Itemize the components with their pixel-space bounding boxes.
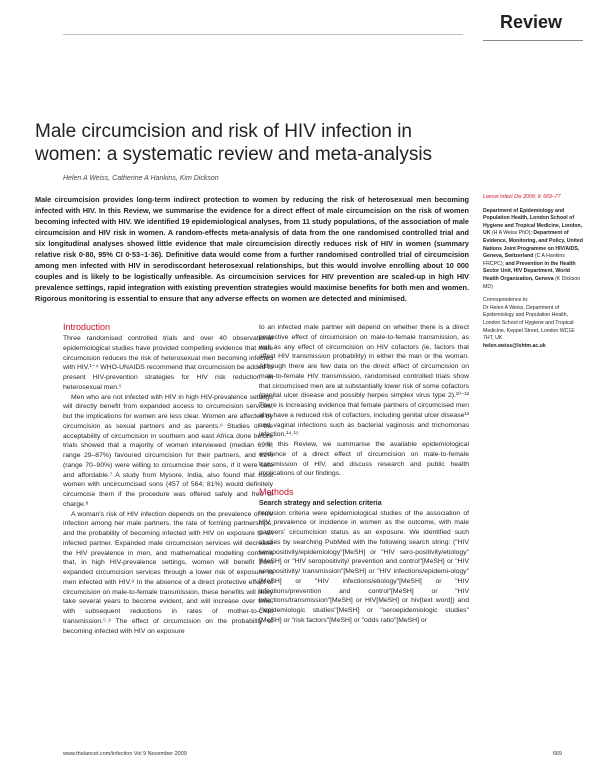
methods-paragraph-1: Inclusion criteria were epidemiological studies of the association of HIV prevalence or incidence in women as the outcome, with male partners' circumcision status as an exposure. We identified such studies by searching PubMed with the following search string: ("HIV seropositivity/epidemiology"[MeSH] or "HIV sero-positivity/etiology"[MeSH] or "HIV seropositivity/ prevention and control"[MeSH] or "HIV seropositivity/ transmission"[MeSH] or "HIV infections/epidemi-ology"[MeSH] or "HIV infections/etiology"[MeSH] or "HIV infections/prevention and control"[MeSH] or "HIV infections/transmission"[MeSH] or HIV[MeSH] or hiv[text word]) and ("epidemiologic studies"[MeSH] or "seroepidemiologic studies"[MeSH] or "risk factors"[MeSH] or "odds ratio"[MeSH] or (259, 509, 469, 624)
abstract: Male circumcision provides long-term indirect protection to women by reducing the risk of heterosexual men becoming infected with HIV. In this Review, we summarise the evidence for a direct effect of male circumcision on the risk of women becoming infected with HIV. We identified 19 epidemiological analyses, from 11 study populations, of the association of male circumcision and HIV risk in women. A random-effects meta-analysis of data from the one randomised controlled trial and six longitudinal analyses showed little evidence that male circumcision directly reduces risk of HIV in women (summary relative risk 0·80, 95% CI 0·53–1·36). Definitive data would come from a further randomised controlled trial of circumcision among men infected with HIV in serodiscordant heterosexual relationships, but this would involve enrolling about 10 000 couples and is likely to be logistically unfeasible. As circumcision services for HIV prevention are scaled-up in high HIV prevalence settings, rapid integration with existing prevention strategies would maximise benefits for both men and women. Rigorous monitoring is essential to ensure that any adverse effects on women are detected and minimised. (35, 195, 469, 303)
intro-paragraph-3: A woman's risk of HIV infection depends on the prevalence of HIV infection among her male partners, the rate of forming partnerships, and the probability of becoming infected with HIV on exposure to an infected partner. Expanded male circumcision services will decrease the HIV prevalence in men, and mathematical modelling confirms that, in high HIV-prevalence settings, women will benefit from expanded circumcision services through a lower risk of exposure to men infected with HIV.⁹ In the absence of a direct protective effect of circumcision on male-to-female transmission, these benefits will likely take several years to become evident, and will increase over time, with subsequent reductions in rates of mother-to-child transmission.⁵˒⁹ The effect of circumcision on the probability of becoming infected with HIV on exposure (63, 510, 273, 635)
section-tag: Review (499, 12, 562, 32)
top-rule (63, 34, 463, 35)
affiliation-3: and Prevention in the Health Sector Unit, HIV Department, World Health Organization, Geneva (483, 260, 576, 282)
footer-journal[interactable]: www.thelancet.com/infection Vol 9 November 2009 (63, 751, 187, 757)
intro-paragraph-1: Three randomised controlled trials and over 40 observational epidemiological studies have provided compelling evidence that male circumcision reduces the risk of heterosexual men becoming infected with HIV.¹⁻⁴ WHO-UNAIDS recommend that circumcision be added to present HIV-prevention strategies for HIV risk reduction in heterosexual men.⁵ (63, 335, 273, 391)
col2-paragraph-1: to an infected male partner will depend on whether there is a direct protective effect of circumcision on male-to-female transmission, as well as any effect of circumcision on HIV cofactors (ie, factors that affect HIV transmission probability) in either the man or the woman. Although there are few data on the direct effect of circumcision on male-to-female HIV transmission, randomised controlled trials show that circumcised men are at substantially lower risk of some cofactors (genital ulcer disease and possibly herpes simplex virus type 2).¹⁰⁻¹² There is increasing evidence that female partners of circumcised men also have a reduced risk of cofactors, including genital ulcer disease¹³ and vaginal infections such as bacterial vaginosis and trichomonas infection.¹⁴˒¹⁵ (259, 324, 469, 439)
header-rule (483, 40, 583, 41)
page-number: 669 (552, 751, 562, 757)
methods-heading: Methods (259, 487, 294, 497)
introduction-heading: Introduction (63, 322, 111, 332)
correspondence-email[interactable]: helen.weiss@lshtm.ac.uk (483, 342, 546, 349)
correspondence-label: Correspondence to: (483, 297, 529, 304)
affiliation-2-people: (C A Hankins FRCPC); (483, 253, 565, 267)
correspondence-address: Dr Helen A Weiss, Department of Epidemiology and Population Health, London School of Hygiene and Tropical Medicine, Keppel Street, London WC1E 7HT, UK (483, 304, 575, 342)
citation: Lancet Infect Dis 2009; 9: 669–77 (483, 194, 561, 200)
methods-subheading: Search strategy and selection criteria (259, 500, 382, 507)
affiliation-3-people: (K Dickson MD) (483, 275, 581, 290)
col2-paragraph-2: In this Review, we summarise the available epidemiological evidence of a direct effect of circumcision on male-to-female transmission of HIV, and discuss research and public health implications of our findings. (259, 441, 469, 478)
affiliations (483, 208, 583, 292)
body-column-right (259, 323, 469, 626)
affiliation-1-people: (H A Weiss PhD); (491, 230, 532, 237)
sidebar (483, 194, 583, 350)
affiliation-1: Department of Epidemiology and Population Health, London School of Hygiene and Tropical Medicine, London, UK (483, 207, 583, 237)
affiliation-2: Department of Evidence, Monitoring, and Policy, United Nations Joint Programme on HIV/AIDS, Geneva, Switzerland (483, 230, 583, 260)
article-authors: Helen A Weiss, Catherine A Hankins, Kim Dickson (63, 175, 219, 182)
article-title: Male circumcision and risk of HIV infection in women: a systematic review and meta-analysis (35, 121, 433, 165)
intro-paragraph-2: Men who are not infected with HIV in high HIV-prevalence settings will directly benefit from expanded access to circumcision services, but the implications for women are less clear. Women are affected by circumcision as sexual partners and as parents.⁶ Studies of the acceptability of circumcision in southern and east Africa done before trials showed that a majority of women interviewed (median 69%; range 29–87%) favoured circumcision for their partners, and 81% (range 70–90%) were willing to circumcise their sons, if it were safe and affordable.⁷ A study from Mysore, India, also found that most women with uncircumcised sons (457 of 564; 81%) would definitely circumcise them if the procedure was offered safely and free of charge.⁸ (63, 393, 273, 508)
body-column-left (63, 322, 273, 636)
